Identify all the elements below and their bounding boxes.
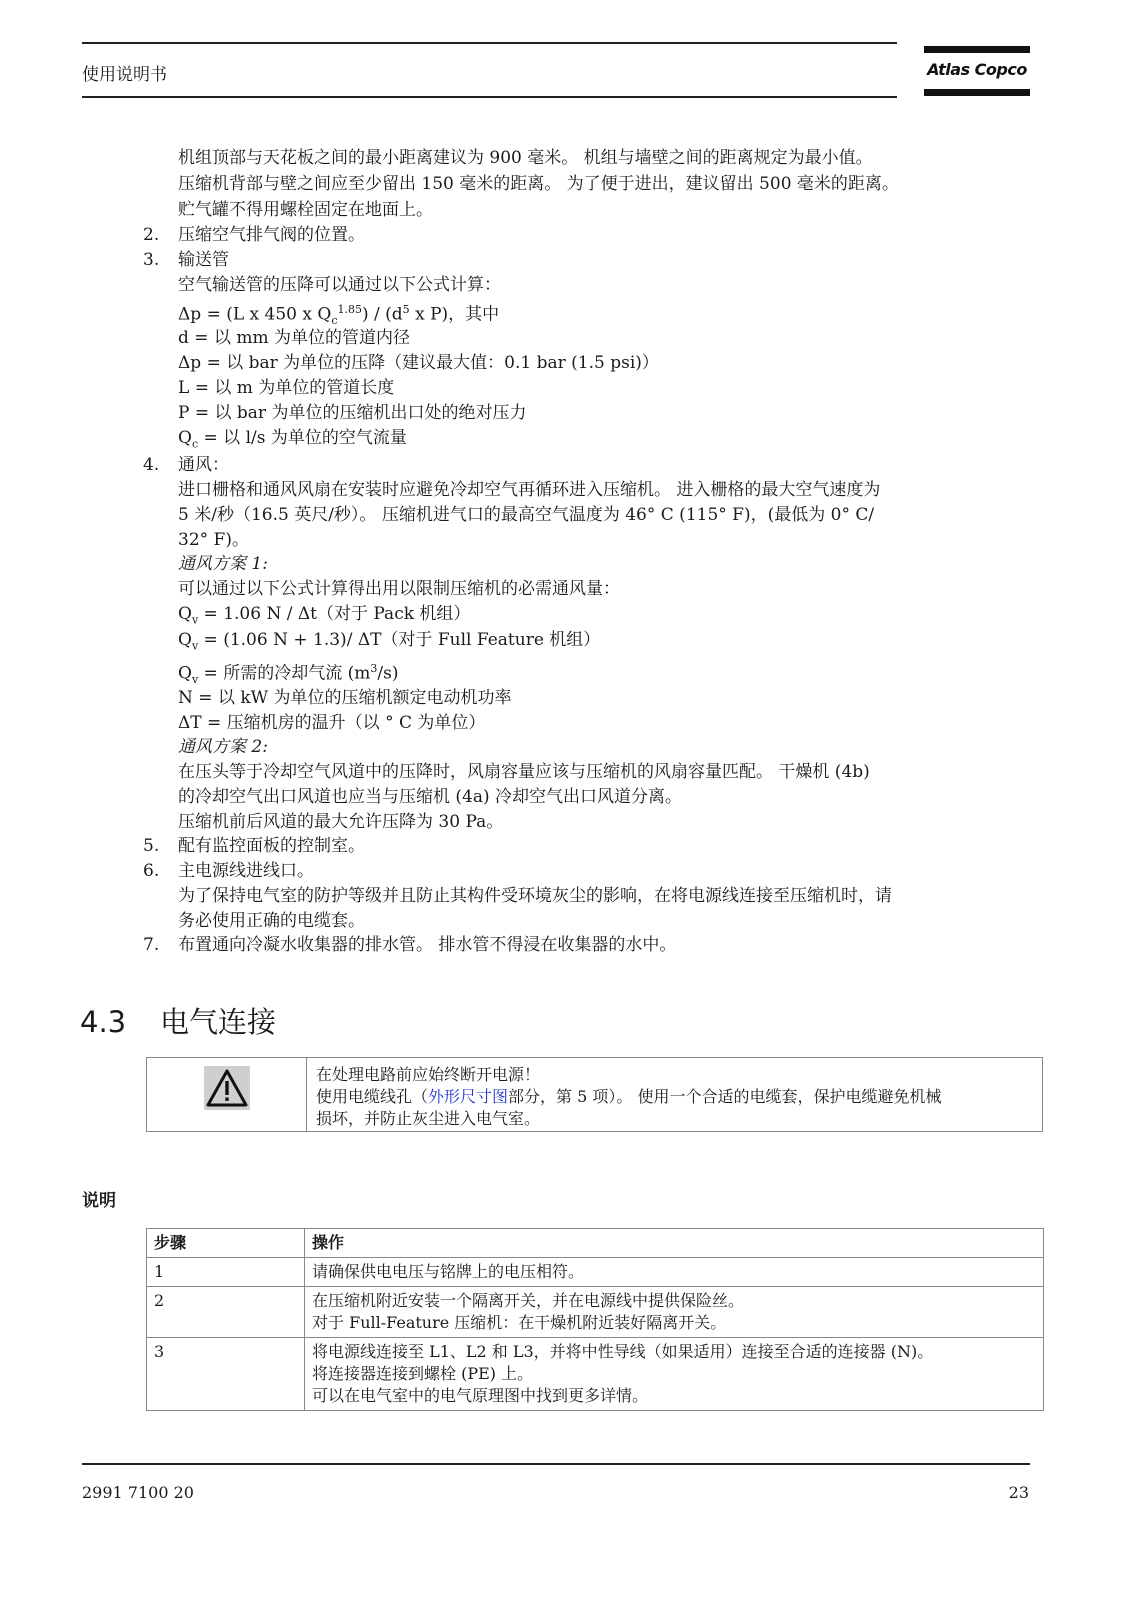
- table-row: [147, 1258, 1044, 1287]
- logo-text: Atlas Copco: [927, 60, 1027, 79]
- warning-line: 使用电缆线孔（外形尺寸图部分，第 5 项）。 使用一个合适的电缆套，保护电缆避免机械: [316, 1087, 942, 1106]
- warning-line: 在处理电路前应始终断开电源！: [316, 1065, 541, 1084]
- paragraph-line: 32° F)。: [178, 530, 249, 550]
- footer-rule: [82, 1463, 1030, 1465]
- warning-line: 损坏，并防止灰尘进入电气室。: [316, 1109, 541, 1128]
- list-number: 6.: [143, 861, 160, 881]
- list-item-text: 通风：: [178, 455, 229, 475]
- formula-variable-line: $Q_c$ = 以 l/s 为单位的空气流量: [178, 428, 407, 451]
- dimension-drawing-link[interactable]: 外形尺寸图: [428, 1087, 509, 1106]
- formula-line: $Q_v = 1.06$ N / Δt（对于 Pack 机组）: [178, 604, 471, 627]
- warning-box: [146, 1057, 1043, 1132]
- formula-pressure-drop: Δp = (L x 450 x $Q_c^{1.85}) / (d^5$ x P)，其中: [178, 303, 500, 328]
- list-number: 3.: [143, 250, 160, 270]
- paragraph-line: 空气输送管的压降可以通过以下公式计算：: [178, 275, 501, 295]
- table-row: [147, 1338, 1044, 1411]
- paragraph-line: 务必使用正确的电缆套。: [178, 911, 365, 931]
- formula-line: $Q_v$ = 所需的冷却气流 $(m^3/s)$: [178, 662, 399, 687]
- table-header-row: [147, 1229, 1044, 1258]
- paragraph-line: 贮气罐不得用螺栓固定在地面上。: [178, 200, 433, 220]
- list-number: 2.: [143, 225, 160, 245]
- step-number: 1: [147, 1258, 305, 1287]
- header-top-rule: [82, 42, 897, 44]
- steps-table: [146, 1228, 1044, 1411]
- step-action: 请确保供电电压与铭牌上的电压相符。: [305, 1258, 1044, 1287]
- paragraph-line: 5 米/秒（16.5 英尺/秒）。 压缩机进气口的最高空气温度为 46° C (115° F)，(最低为 0° C/: [178, 505, 875, 525]
- formula-variable-line: ΔT = 压缩机房的温升（以 ° C 为单位）: [178, 713, 486, 733]
- formula-variable-line: Δp = 以 bar 为单位的压降（建议最大值：0.1 bar (1.5 psi)）: [178, 353, 659, 373]
- formula-variable-line: d = 以 mm 为单位的管道内径: [178, 328, 410, 348]
- paragraph-line: 压缩机背部与壁之间应至少留出 150 毫米的距离。 为了便于进出，建议留出 500 毫米的距离。: [178, 174, 899, 194]
- list-number: 5.: [143, 836, 160, 856]
- table-row: [147, 1287, 1044, 1338]
- step-action: 将电源线连接至 L1、L2 和 L3，并将中性导线（如果适用）连接至合适的连接器 (N)。 将连接器连接到螺栓 (PE) 上。 可以在电气室中的电气原理图中找到更多详情。: [305, 1338, 1044, 1411]
- list-item-text: 压缩空气排气阀的位置。: [178, 225, 365, 245]
- list-item-text: 配有监控面板的控制室。: [178, 836, 365, 856]
- list-item-text: 主电源线进线口。: [178, 861, 314, 881]
- formula-variable-line: L = 以 m 为单位的管道长度: [178, 378, 395, 398]
- list-item-text: 输送管: [178, 250, 229, 270]
- list-item-text: 布置通向冷凝水收集器的排水管。 排水管不得浸在收集器的水中。: [178, 935, 677, 955]
- paragraph-line: 进口栅格和通风风扇在安装时应避免冷却空气再循环进入压缩机。 进入栅格的最大空气速度为: [178, 480, 881, 500]
- paragraph-line: 为了保持电气室的防护等级并且防止其构件受环境灰尘的影响，在将电源线连接至压缩机时，请: [178, 886, 892, 906]
- warning-text: [316, 1064, 941, 1130]
- paragraph-line: 可以通过以下公式计算得出用以限制压缩机的必需通风量：: [178, 579, 620, 599]
- header-action: 操作: [305, 1229, 1044, 1258]
- paragraph-line: 压缩机前后风道的最大允许压降为 30 Pa。: [178, 812, 504, 832]
- atlas-copco-logo: [924, 46, 1030, 100]
- section-title: 电气连接: [160, 1005, 277, 1039]
- logo-top-bar: [924, 46, 1030, 53]
- subheading: 通风方案 1:: [178, 554, 268, 574]
- section-number: 4.3: [80, 1005, 127, 1039]
- header-step: 步骤: [147, 1229, 305, 1258]
- page-number: 23: [1008, 1483, 1029, 1502]
- list-number: 7.: [143, 935, 160, 955]
- header-title: 使用说明书: [82, 65, 167, 85]
- logo-bottom-bar: [924, 89, 1030, 96]
- list-number: 4.: [143, 455, 160, 475]
- warning-icon-cell: [147, 1058, 307, 1131]
- paragraph-line: 在压头等于冷却空气风道中的压降时，风扇容量应该与压缩机的风扇容量匹配。 干燥机 (4b): [178, 762, 870, 782]
- paragraph-line: 机组顶部与天花板之间的最小距离建议为 900 毫米。 机组与墙壁之间的距离规定为最小值。: [178, 148, 873, 168]
- formula-variable-line: N = 以 kW 为单位的压缩机额定电动机功率: [178, 688, 512, 708]
- step-number: 3: [147, 1338, 305, 1411]
- description-label: 说明: [82, 1191, 116, 1211]
- warning-triangle-icon: [204, 1066, 250, 1110]
- header-bottom-rule: [82, 96, 897, 98]
- document-number: 2991 7100 20: [82, 1483, 194, 1502]
- section-heading: [80, 1000, 276, 1041]
- formula-line: $Q_v = (1.06$ N + 1.3)/ ΔT（对于 Full Feature 机组）: [178, 630, 601, 653]
- subheading: 通风方案 2:: [178, 737, 268, 757]
- step-number: 2: [147, 1287, 305, 1338]
- paragraph-line: 的冷却空气出口风道也应当与压缩机 (4a) 冷却空气出口风道分离。: [178, 787, 683, 807]
- step-action: 在压缩机附近安装一个隔离开关，并在电源线中提供保险丝。 对于 Full-Feature 压缩机：在干燥机附近装好隔离开关。: [305, 1287, 1044, 1338]
- formula-variable-line: P = 以 bar 为单位的压缩机出口处的绝对压力: [178, 403, 527, 423]
